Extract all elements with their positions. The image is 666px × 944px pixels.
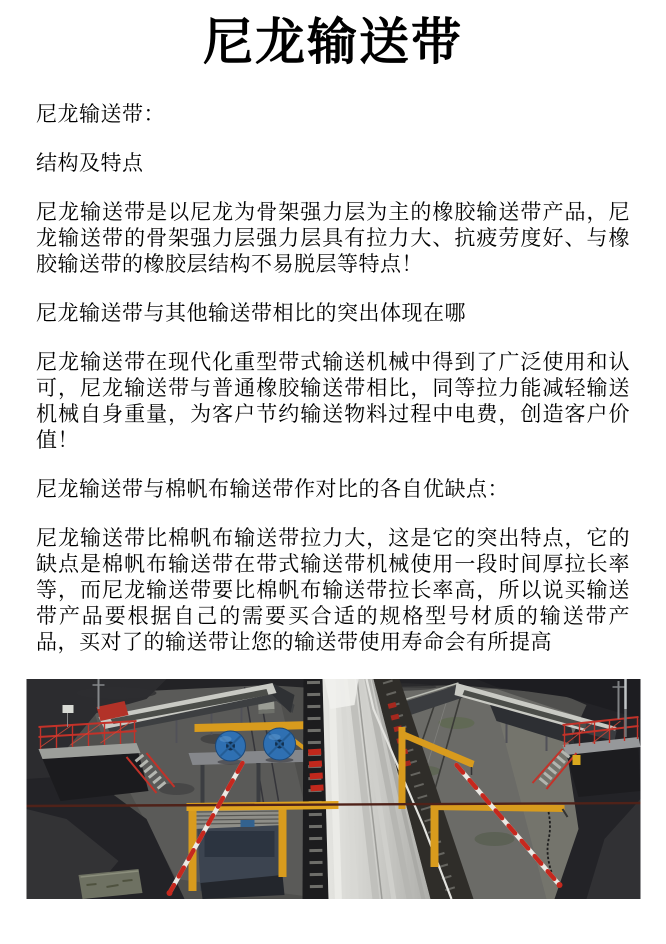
machine-label bbox=[241, 820, 255, 827]
page-title: 尼龙输送带 bbox=[203, 14, 463, 70]
sign-board bbox=[63, 705, 74, 713]
paragraph: 尼龙输送带与其他输送带相比的突出体现在哪 bbox=[36, 301, 466, 325]
paragraph: 尼龙输送带： bbox=[36, 102, 165, 126]
article bbox=[0, 14, 666, 899]
paragraph: 尼龙输送带与棉帆布输送带作对比的各自优缺点： bbox=[36, 477, 509, 501]
paragraph: 结构及特点 bbox=[36, 151, 144, 175]
paragraph: 尼龙输送带比棉帆布输送带拉力大，这是它的突出特点，它的缺点是棉帆布输送带在带式输送带机械使用一段时间厚拉长率等，而尼龙输送带要比棉帆布输送带拉长率高，所以说买输送带产品要根据自己的需要买合适的规格型号材质的输送带产品，买对了的输送带让您的输送带使用寿命会有所提高 bbox=[36, 526, 630, 654]
conveyor-photo bbox=[26, 679, 641, 899]
paragraph: 尼龙输送带在现代化重型带式输送机械中得到了广泛使用和认可，尼龙输送带与普通橡胶输送带相比，同等拉力能减轻输送机械自身重量，为客户节约输送物料过程中电费，创造客户价值！ bbox=[36, 350, 630, 452]
conveyor-site-illustration bbox=[26, 679, 641, 899]
sign-board bbox=[573, 755, 581, 765]
article-body bbox=[0, 102, 666, 656]
paragraph: 尼龙输送带是以尼龙为骨架强力层为主的橡胶输送带产品，尼龙输送带的骨架强力层强力层具有拉力大、抗疲劳度好、与橡胶输送带的橡胶层结构不易脱层等特点！ bbox=[36, 200, 630, 276]
